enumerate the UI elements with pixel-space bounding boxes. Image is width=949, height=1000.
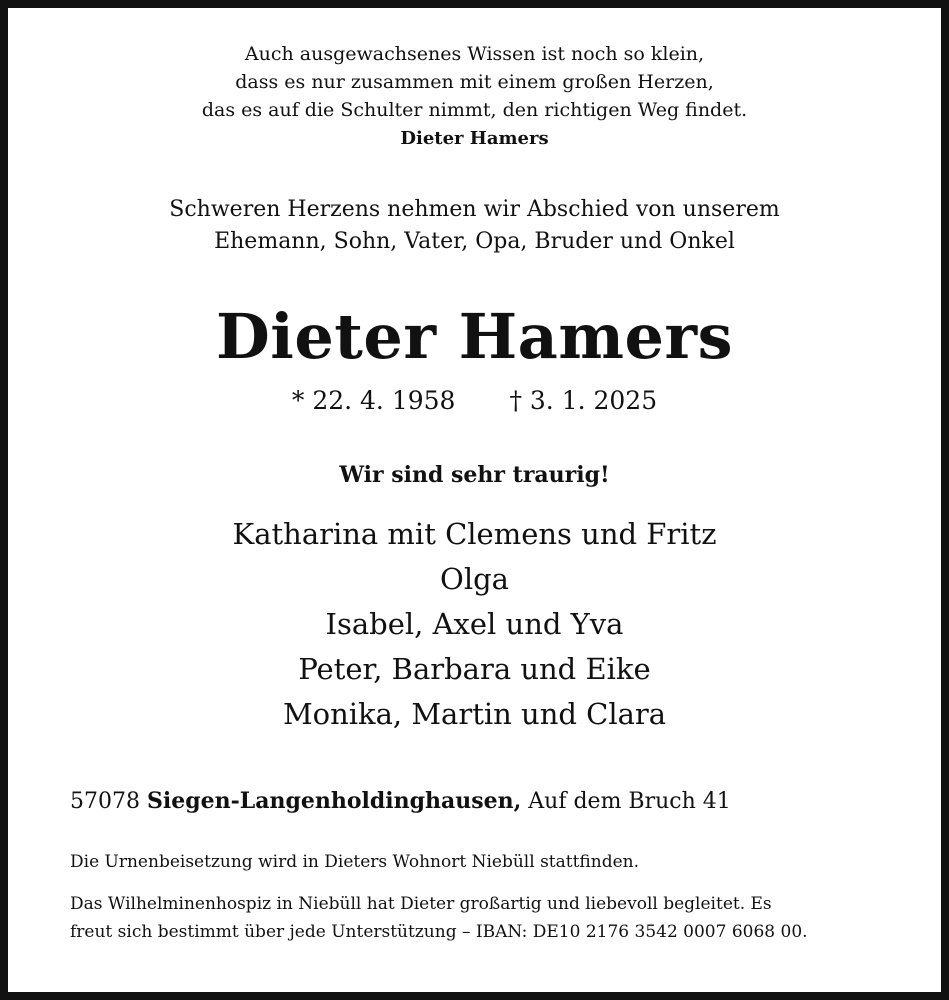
address-city: Siegen-Langenholdinghausen, bbox=[147, 788, 522, 814]
hospiz-note bbox=[70, 890, 909, 946]
death-date: † 3. 1. 2025 bbox=[509, 386, 658, 415]
birth-date: * 22. 4. 1958 bbox=[291, 386, 456, 415]
hospiz-line: Das Wilhelminenhospiz in Niebüll hat Dieter großartig und liebevoll begleitet. Es bbox=[70, 894, 772, 914]
mourner-line: Olga bbox=[440, 562, 509, 596]
mourner-line: Isabel, Axel und Yva bbox=[325, 607, 624, 641]
quote-block bbox=[8, 40, 941, 124]
quote-line: das es auf die Schulter nimmt, den richtigen Weg findet. bbox=[201, 99, 748, 121]
burial-note: Die Urnenbeisetzung wird in Dieters Wohnort Niebüll stattfinden. bbox=[70, 852, 640, 872]
family-address bbox=[70, 788, 909, 814]
mourner-line: Peter, Barbara und Eike bbox=[298, 652, 651, 686]
mourner-line: Monika, Martin und Clara bbox=[282, 697, 667, 731]
mourner-line: Katharina mit Clemens und Fritz bbox=[232, 517, 717, 551]
mourners-list bbox=[8, 512, 941, 737]
hospiz-line: freut sich bestimmt über jede Unterstützung – IBAN: DE10 2176 3542 0007 6068 00. bbox=[70, 922, 808, 942]
quote-line: dass es nur zusammen mit einem großen Herzen, bbox=[235, 71, 714, 93]
deceased-name: Dieter Hamers bbox=[216, 300, 733, 373]
intro-line: Ehemann, Sohn, Vater, Opa, Bruder und Onkel bbox=[214, 229, 735, 254]
address-postcode: 57078 bbox=[70, 789, 140, 814]
intro-text bbox=[8, 194, 941, 258]
intro-line: Schweren Herzens nehmen wir Abschied von unserem bbox=[169, 197, 780, 222]
quote-author: Dieter Hamers bbox=[400, 128, 549, 149]
mourners-heading: Wir sind sehr traurig! bbox=[339, 462, 610, 488]
quote-line: Auch ausgewachsenes Wissen ist noch so klein, bbox=[244, 43, 705, 65]
life-dates bbox=[8, 386, 941, 415]
address-street: Auf dem Bruch 41 bbox=[528, 789, 731, 814]
